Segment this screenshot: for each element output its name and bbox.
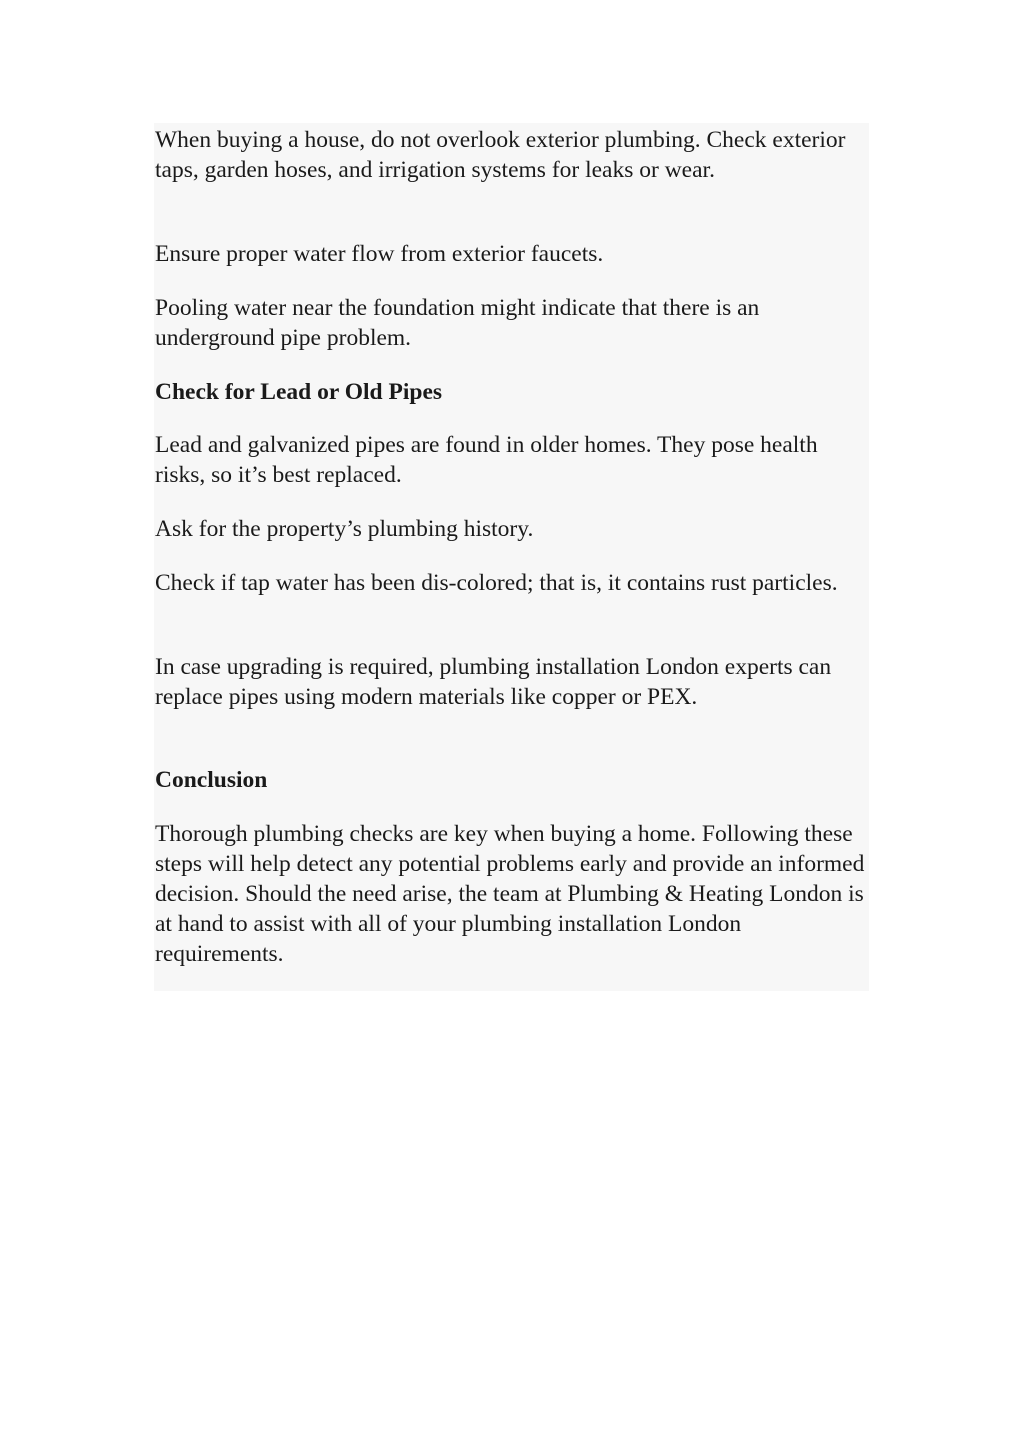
paragraph-tap-water: Check if tap water has been dis-colored; that is, it contains rust particles. <box>155 570 838 596</box>
paragraph-exterior-plumbing: When buying a house, do not overlook exterior plumbing. Check exterior taps, garden hoses, and irrigation systems for leaks or wear. <box>155 127 846 183</box>
paragraph-pooling-water: Pooling water near the foundation might indicate that there is an underground pipe problem. <box>155 295 760 351</box>
paragraph-upgrading: In case upgrading is required, plumbing installation London experts can replace pipes using modern materials like copper or PEX. <box>155 654 832 710</box>
heading-conclusion: Conclusion <box>155 767 268 793</box>
paragraph-conclusion: Thorough plumbing checks are key when buying a home. Following these steps will help detect any potential problems early and provide an informed decision. Should the need arise, the team at Plumbing & Heating London is at hand to assist with all of your plumbing installation London requirements. <box>155 821 865 967</box>
heading-lead-pipes: Check for Lead or Old Pipes <box>155 379 443 405</box>
paragraph-water-flow: Ensure proper water flow from exterior faucets. <box>155 241 604 267</box>
paragraph-lead-galvanized: Lead and galvanized pipes are found in older homes. They pose health risks, so it’s best replaced. <box>155 432 818 488</box>
document-content <box>154 123 869 991</box>
paragraph-plumbing-history: Ask for the property’s plumbing history. <box>155 516 534 542</box>
